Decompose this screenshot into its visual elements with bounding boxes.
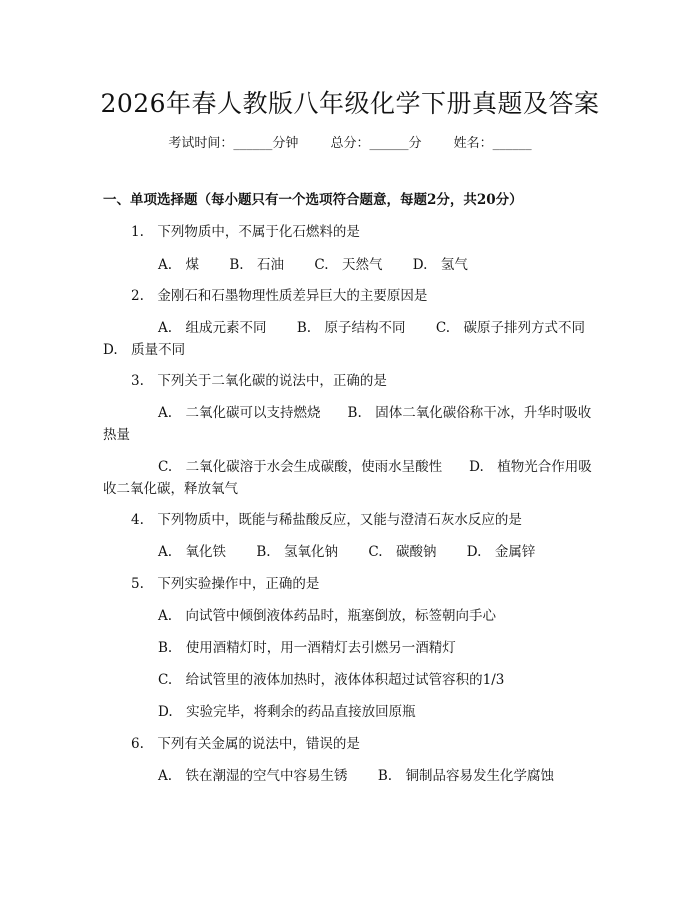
question-3-options-cd: C. 二氧化碳溶于水会生成碳酸，使雨水呈酸性 D. 植物光合作用吸 (158, 459, 592, 475)
option-b: B. 石油 (229, 257, 285, 273)
question-2-options (158, 319, 700, 337)
question-6: 6. 下列有关金属的说法中，错误的是 (131, 736, 360, 752)
question-5: 5. 下列实验操作中，正确的是 (131, 576, 320, 592)
question-3-options-ab-wrap: 热量 (103, 427, 130, 443)
option-c: C. 天然气 (314, 257, 383, 273)
total-score: 总分：______分 (330, 136, 422, 151)
option-a: A. 铁在潮湿的空气中容易生锈 (158, 768, 348, 784)
page-title: 2026年春人教版八年级化学下册真题及答案 (100, 89, 600, 118)
question-3-options-ab: A. 二氧化碳可以支持燃烧 B. 固体二氧化碳俗称干冰，升华时吸收 (158, 405, 592, 421)
option-d: D. 质量不同 (103, 342, 186, 358)
option-b: B. 铜制品容易发生化学腐蚀 (377, 768, 555, 784)
question-1-options (158, 256, 700, 274)
question-4-options (158, 543, 700, 561)
exam-time: 考试时间：______分钟 (168, 136, 299, 151)
option-d: D. 氢气 (412, 257, 468, 273)
question-6-options (158, 767, 700, 785)
question-3-options-cd-wrap: 收二氧化碳，释放氧气 (103, 481, 238, 497)
option-a: A. 氧化铁 (158, 544, 227, 560)
option-a: A. 组成元素不同 (158, 320, 267, 336)
student-name: 姓名：______ (453, 136, 532, 151)
option-b: B. 使用酒精灯时，用一酒精灯去引燃另一酒精灯 (158, 640, 456, 656)
option-c: C. 碳酸钠 (368, 544, 437, 560)
option-c: C. 给试管里的液体加热时，液体体积超过试管容积的1/3 (158, 672, 505, 688)
question-1: 1. 下列物质中，不属于化石燃料的是 (131, 224, 360, 240)
question-3: 3. 下列关于二氧化碳的说法中，正确的是 (131, 373, 387, 389)
option-d: D. 实验完毕，将剩余的药品直接放回原瓶 (158, 704, 416, 720)
option-d: D. 金属锌 (466, 544, 536, 560)
question-4: 4. 下列物质中，既能与稀盐酸反应，又能与澄清石灰水反应的是 (131, 512, 522, 528)
option-b: B. 氢氧化钠 (256, 544, 339, 560)
question-2: 2. 金刚石和石墨物理性质差异巨大的主要原因是 (131, 288, 428, 304)
option-b: B. 原子结构不同 (296, 320, 406, 336)
option-c: C. 碳原子排列方式不同 (435, 320, 585, 336)
option-a: A. 煤 (158, 257, 200, 273)
section-heading: 一、单项选择题（每小题只有一个选项符合题意，每题2分，共20分） (103, 192, 523, 208)
exam-meta (0, 132, 700, 151)
option-a: A. 向试管中倾倒液体药品时，瓶塞倒放，标签朝向手心 (158, 608, 497, 624)
